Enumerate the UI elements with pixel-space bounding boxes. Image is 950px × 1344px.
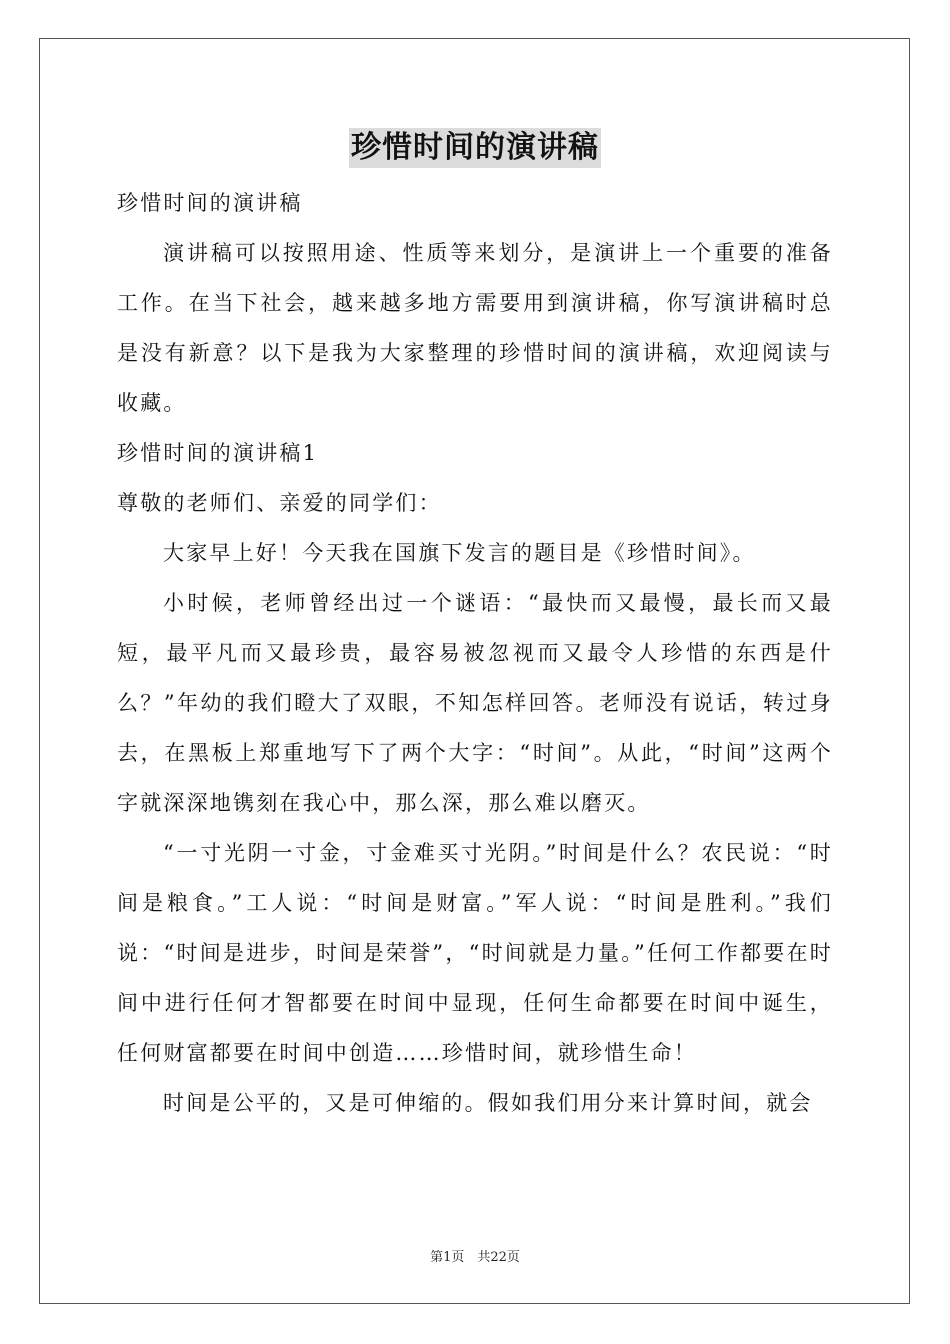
document-body [117,178,833,1128]
document-title: 珍惜时间的演讲稿 [349,128,601,168]
paragraph: 演讲稿可以按照用途、性质等来划分，是演讲上一个重要的准备工作。在当下社会，越来越多地方需要用到演讲稿，你写演讲稿时总是没有新意？以下是我为大家整理的珍惜时间的演讲稿，欢迎阅读与收藏。 [117,241,833,415]
paragraph: 大家早上好！今天我在国旗下发言的题目是《珍惜时间》。 [163,541,756,565]
paragraph: 珍惜时间的演讲稿 [117,191,303,215]
paragraph: 尊敬的老师们、亲爱的同学们： [117,491,442,515]
paragraph: “一寸光阴一寸金，寸金难买寸光阴。”时间是什么？农民说：“时间是粮食。”工人说：“时间是财富。”军人说：“时间是胜利。”我们说：“时间是进步，时间是荣誉”，“时间就是力量。”任何工作都要在时间中进行任何才智都要在时间中显现，任何生命都要在时间中诞生，任何财富都要在时间中创造……珍惜时间，就珍惜生命！ [117,841,833,1065]
paragraph: 时间是公平的，又是可伸缩的。假如我们用分来计算时间，就会 [163,1091,813,1115]
paragraph: 珍惜时间的演讲稿1 [117,441,319,465]
paragraph: 小时候，老师曾经出过一个谜语：“最快而又最慢，最长而又最短，最平凡而又最珍贵，最容易被忽视而又最令人珍惜的东西是什么？”年幼的我们瞪大了双眼，不知怎样回答。老师没有说话，转过身去，在黑板上郑重地写下了两个大字：“时间”。从此，“时间”这两个字就深深地镌刻在我心中，那么深，那么难以磨灭。 [117,591,833,815]
title-container [0,128,950,168]
page-footer: 第1页 共22页 [430,1250,520,1265]
